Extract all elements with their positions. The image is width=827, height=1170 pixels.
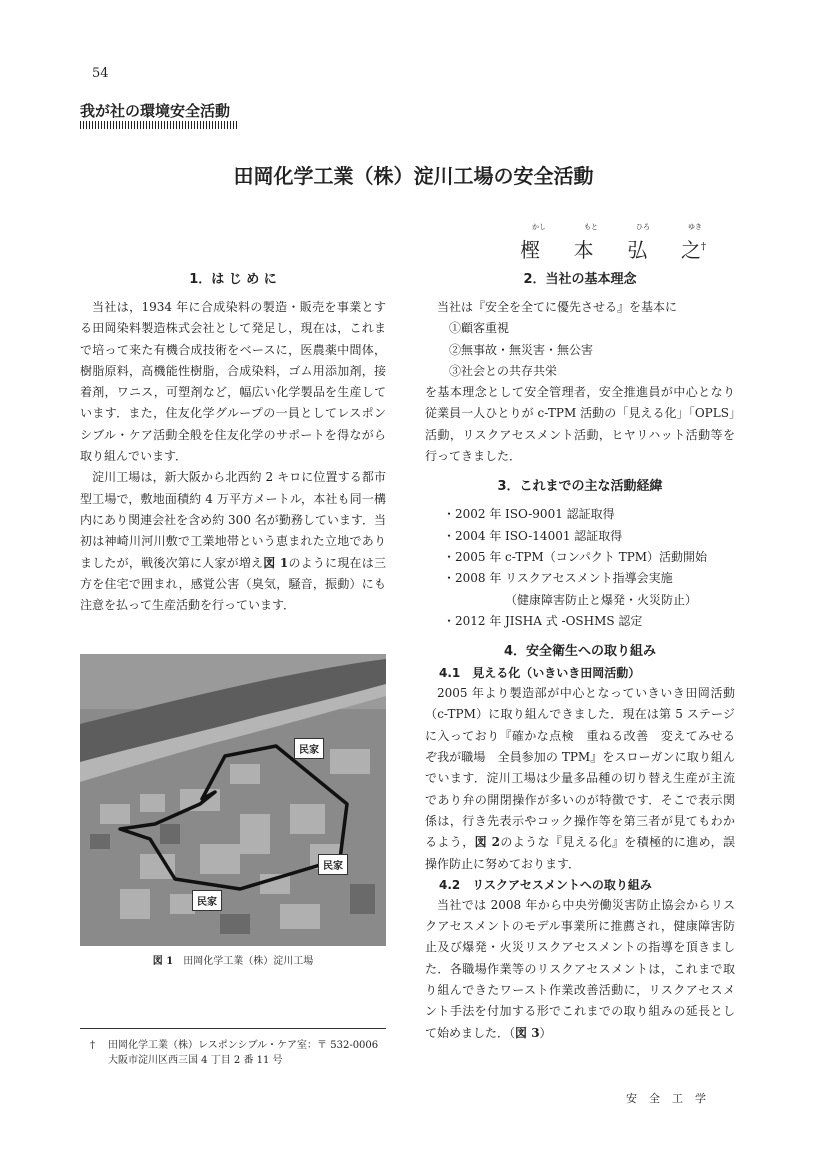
section-label: 我が社の環境安全活動 [80, 102, 231, 120]
principle-item: ②無事故・無災害・無公害 [449, 342, 594, 357]
history-row: ・2012 年 JISHA 式 -OSHMS 認定 [443, 613, 643, 628]
principle-item: ①顧客重視 [449, 321, 510, 336]
subsection-4-2-body: 当社では 2008 年から中央労働災害防止協会からリスクアセスメントのモデル事業所に推薦され，健康障害防止及び爆発・火災リスクアセスメントの指導を頂きました．各職場作業等のリスクアセスメントは，これまで取り組んできたワースト作業改善活動に，リスクアセスメント手法を付加する形でこれまでの取り組みの延長として始めました．（図 3） [425, 897, 735, 1040]
section-1-heading: 1．は じ め に [189, 272, 277, 287]
history-row: （健康障害防止と爆発・火災防止） [505, 592, 698, 607]
subsection-4-2-heading: 4.2 リスクアセスメントへの取り組み [439, 877, 652, 892]
ruby-1: かし [532, 223, 546, 231]
page-number: 54 [92, 66, 109, 81]
figure-1-aerial-photo [80, 654, 386, 946]
section-1-paragraph-2: 淀川工場は，新大阪から北西約 2 キロに位置する都市型工場で，敷地面積約 4 万平方メートル，本社も同一構内にあり関連会社を含め約 300 名が勤務しています．当初は神崎川河川敷で工業地帯という恵まれた立地でありましたが，戦後次第に人家が増え図 1のように現在は三方を住宅で囲まれ，感覚公害（臭気，騒音，振動）にも注意を払って生産活動を行っています． [80, 470, 386, 613]
author-block [520, 222, 710, 263]
footnote [90, 1038, 390, 1068]
ruby-2: もと [584, 223, 598, 231]
journal-name: 安全工学 [626, 1092, 718, 1105]
right-column [425, 268, 735, 1044]
history-row: ・2004 年 ISO-14001 認証取得 [443, 528, 623, 543]
name-char-4: 之† [680, 238, 706, 262]
principle-item: ③社会との共存共栄 [449, 363, 558, 378]
section-4-heading: 4．安全衛生への取り組み [503, 644, 657, 660]
subsection-4-1-body: 2005 年より製造部が中心となっていきいき田岡活動（c-TPM）に取り組んできました．現在は第 5 ステージに入っており『確かな点検 重ねる改善 変えてみせるぞ我が職場 全員参加の TPM』をスローガンに取り組んでいます．淀川工場は少量多品種の切り替え生産が主流であり弁の開閉操作が多いのが特徴です．そこで表示関係は，行き先表示やコック操作等を第三者が見てもわかるよう，図 2のような『見える化』を積極的に進め，誤操作防止に努めております． [425, 686, 735, 871]
left-column [80, 268, 386, 616]
section-hatch-decoration [80, 121, 238, 129]
history-row: ・2008 年 リスクアセスメント指導会実施 [443, 571, 673, 586]
figure-3-ref: 図 3 [515, 1025, 540, 1040]
ruby-4: ゆき [688, 223, 702, 231]
history-list [425, 504, 735, 632]
ruby-3: ひろ [636, 223, 650, 231]
house-label-2: 民家 [318, 854, 348, 875]
house-label-3: 民家 [192, 890, 222, 911]
principles-list [425, 297, 735, 382]
name-char-2: 本 [573, 238, 594, 262]
section-1-paragraph-1: 当社は，1934 年に合成染料の製造・販売を事業とする田岡染料製造株式会社として発足し，現在は，これまで培って来た有機合成技術をベースに，医農薬中間体，樹脂原料，高機能性樹脂，合成染料，ゴム用添加剤，接着剤，ワニス，可塑剤など，幅広い化学製品を生産しています．また，住友化学グループの一員としてレスポンシブル・ケア活動全般を住友化学のサポートを得ながら取り組んでいます． [80, 300, 386, 464]
history-row: ・2005 年 c-TPM（コンパクト TPM）活動開始 [443, 549, 708, 564]
history-row: ・2002 年 ISO-9001 認証取得 [443, 507, 615, 522]
author-mark: † [700, 241, 706, 253]
footnote-mark: † [90, 1040, 95, 1051]
footnote-line-1: 田岡化学工業（株）レスポンシブル・ケア室：〒 532-0006 [108, 1040, 379, 1051]
author-ruby [520, 222, 710, 232]
figure-1-caption: 図 1 田岡化学工業（株）淀川工場 [152, 956, 314, 967]
author-name [520, 234, 710, 263]
subsection-4-1-heading: 4.1 見える化（いきいき田岡活動） [439, 666, 641, 681]
footnote-rule [80, 1028, 386, 1029]
house-label-1: 民家 [294, 738, 324, 759]
section-3-heading: 3．これまでの主な活動経緯 [497, 479, 663, 495]
section-2-body: を基本理念として安全管理者，安全推進員が中心となり従業員一人ひとりが c-TPM 活動の「見える化」「OPLS」活動，リスクアセスメント活動，ヒヤリハット活動等を行ってきました． [425, 385, 735, 464]
principles-intro: 当社は『安全を全てに優先させる』を基本に [437, 300, 678, 314]
name-char-1: 樫 [520, 238, 540, 262]
figure-1-ref: 図 1 [263, 555, 289, 570]
section-2-heading: 2．当社の基本理念 [523, 272, 637, 287]
footnote-line-2: 大阪市淀川区西三国 4 丁目 2 番 11 号 [108, 1055, 283, 1066]
article-title: 田岡化学工業（株）淀川工場の安全活動 [233, 164, 594, 188]
name-char-3: 弘 [627, 238, 648, 262]
figure-2-ref: 図 2 [474, 835, 500, 850]
